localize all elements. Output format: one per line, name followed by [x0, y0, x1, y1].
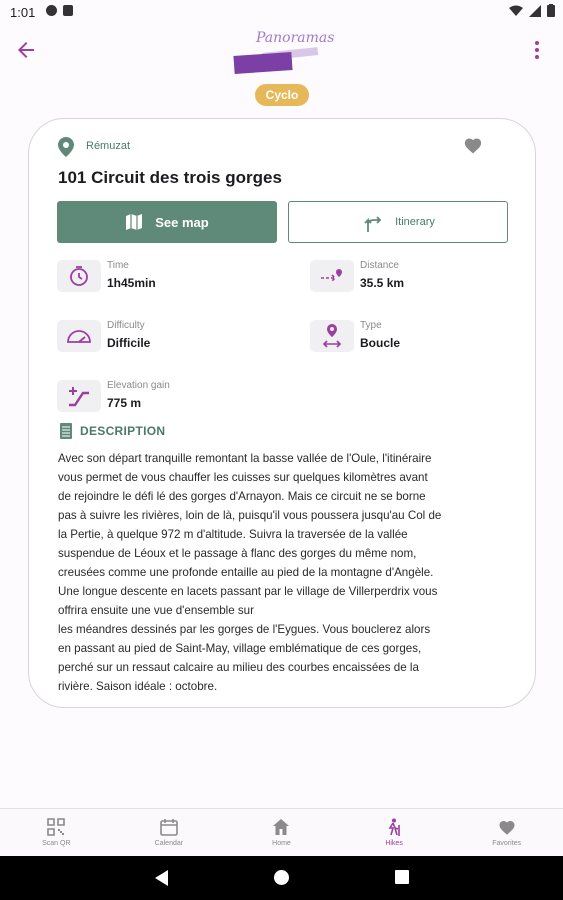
elevation-icon	[57, 380, 101, 412]
see-map-label: See map	[155, 214, 209, 230]
stat-time-value: 1h45min	[107, 276, 156, 290]
category-chip: Cyclo	[255, 84, 309, 106]
description-text: Avec son départ tranquille remontant la basse vallée de l'Oule, l'itinéraire vous permet de vous chauffer les cuisses sur quelques kilomètres avant de rejoindre le défi lé des gorges d'Arnayon. Mais ce circuit ne se borne pas à suivre les rivières, loin de là, puisqu'il vous poussera jusqu'au Col de la Pertie, à quelque 972 m d'altitude. Suivra la traversée de la vallée suspendue de Léoux et le passage à flanc des gorges du même nom, creusées comme une profonde entaille au pied de la montagne d'Angèle. Une longue descente en lacets passant par le village de Villerperdrix vous offrira ensuite une vue d'ensemble sur les méandres dessinés par les gorges de l'Eygues. Vous bouclerez alors en passant au pied de Saint-May, village emblématique de ces gorges, perché sur un ressaut calcaire au milieu des courbes encaissées de la rivière. Saison idéale : octobre.	[58, 452, 442, 693]
sync-icon	[46, 5, 57, 16]
system-navigation-bar	[0, 856, 563, 900]
hike-title: 101 Circuit des trois gorges	[58, 168, 282, 187]
nav-item-hikes[interactable]: Hikes	[338, 809, 451, 856]
document-icon	[60, 423, 72, 439]
system-home-icon[interactable]	[274, 870, 289, 885]
app-logo: Panoramas	[228, 30, 332, 76]
favorite-heart-icon[interactable]	[463, 136, 483, 154]
location-label: Rémuzat	[86, 140, 131, 152]
stat-time-label: Time	[107, 260, 129, 271]
location-pin-icon	[58, 137, 74, 157]
hiker-icon	[385, 818, 403, 836]
stat-elevation-value: 775 m	[107, 396, 142, 410]
nav-item-scan-qr[interactable]: Scan QR	[0, 809, 113, 856]
stat-difficulty-value: Difficile	[107, 336, 151, 350]
status-notification-icons	[46, 5, 73, 16]
nav-item-calendar[interactable]: Calendar	[113, 809, 226, 856]
more-options-icon[interactable]	[525, 38, 549, 62]
hike-detail-card	[28, 118, 536, 708]
signal-icon	[529, 5, 541, 17]
wifi-icon	[509, 5, 523, 17]
stat-difficulty	[57, 320, 257, 354]
stat-elevation-label: Elevation gain	[107, 380, 170, 391]
heart-icon	[498, 818, 516, 836]
stat-type-label: Type	[360, 320, 382, 331]
stat-time	[57, 260, 257, 294]
itinerary-button[interactable]	[288, 201, 508, 243]
stopwatch-icon	[57, 260, 101, 292]
nav-item-home[interactable]: Home	[225, 809, 338, 856]
stat-elevation	[57, 380, 257, 414]
app-bar	[0, 26, 563, 78]
system-back-icon[interactable]	[155, 870, 168, 886]
back-arrow-icon[interactable]	[14, 38, 38, 62]
status-time: 1:01	[10, 5, 36, 20]
see-map-button[interactable]	[57, 201, 277, 243]
system-recents-icon[interactable]	[395, 870, 409, 884]
stat-type-value: Boucle	[360, 336, 401, 350]
home-icon	[272, 818, 290, 836]
loop-route-icon	[310, 320, 354, 352]
description-heading: DESCRIPTION	[60, 423, 165, 439]
gauge-icon	[57, 320, 101, 352]
status-bar	[0, 0, 563, 26]
sim-icon	[63, 5, 73, 16]
stat-distance-label: Distance	[360, 260, 399, 271]
map-icon	[125, 213, 143, 231]
itinerary-label: Itinerary	[395, 216, 435, 228]
nav-item-favorites[interactable]: Favorites	[450, 809, 563, 856]
distance-icon	[310, 260, 354, 292]
stat-difficulty-label: Difficulty	[107, 320, 145, 331]
stat-type	[310, 320, 510, 354]
calendar-icon	[160, 818, 178, 836]
stat-distance	[310, 260, 510, 294]
status-system-icons	[509, 4, 555, 17]
qr-icon	[47, 818, 65, 836]
bottom-navigation	[0, 808, 563, 856]
battery-icon	[547, 4, 555, 17]
directions-icon	[361, 211, 383, 233]
stat-distance-value: 35.5 km	[360, 276, 405, 290]
